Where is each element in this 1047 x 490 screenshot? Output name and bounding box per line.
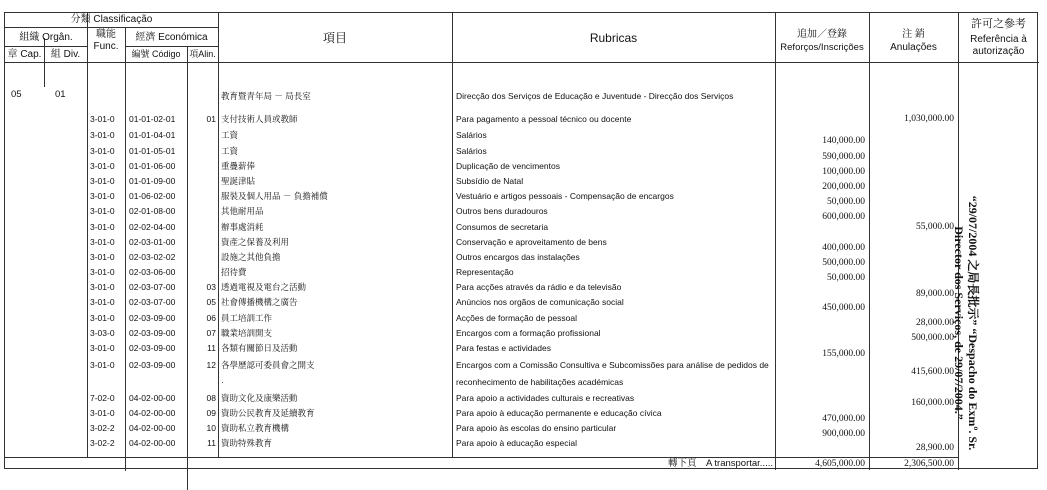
header-organ-pt: Orgân. [42, 32, 73, 43]
row-codigo: 04-02-00-00 [129, 393, 176, 403]
footer-ref-total: 4,605,000.00 [815, 459, 865, 469]
row-reforco: 470,000.00 [822, 414, 865, 424]
grid-line [218, 13, 219, 457]
row-func: 3-01-0 [90, 237, 115, 247]
header-func-cn: 職能 [96, 29, 116, 40]
row-rubrica: Salários [456, 130, 487, 140]
row-anulacao: 55,000.00 [916, 222, 954, 232]
row-alin: 08 [206, 393, 216, 403]
row-rubrica: Para apoio a actividades culturais e recreativas [456, 393, 635, 403]
row-codigo: 02-03-07-00 [129, 282, 176, 292]
row-alin: 11 [207, 343, 216, 353]
row-codigo: 02-03-09-00 [129, 328, 176, 338]
row-item: · [221, 377, 224, 387]
row-codigo: 01-01-05-01 [129, 146, 176, 156]
row-item: 工資 [221, 130, 239, 140]
grid-line [5, 27, 218, 28]
row-item: 其他耐用品 [221, 206, 264, 216]
row-reforco: 900,000.00 [822, 429, 865, 439]
row-codigo: 02-03-07-00 [129, 297, 176, 307]
row-codigo: 02-03-06-00 [129, 267, 176, 277]
grid-line [125, 27, 126, 471]
row-codigo: 01-01-06-00 [129, 161, 176, 171]
header-codigo: 編號 Código [131, 49, 181, 59]
row-func: 3-01-0 [90, 130, 115, 140]
row-reforco: 590,000.00 [822, 152, 865, 162]
header-anulacoes-pt: Anulações [890, 42, 937, 53]
row-reforco: 500,000.00 [822, 258, 865, 268]
footer-line [5, 457, 958, 458]
row-func: 3-01-0 [90, 297, 115, 307]
row-codigo: 01-06-02-00 [129, 191, 176, 201]
row-anulacao: 28,000.00 [916, 318, 954, 328]
row-codigo: 02-03-09-00 [129, 360, 176, 370]
section-cap: 05 [11, 89, 22, 100]
row-reforco: 200,000.00 [822, 182, 865, 192]
row-item: 辦事處消耗 [221, 222, 264, 232]
row-item: 透過電視及電台之活動 [221, 282, 307, 292]
row-alin: 11 [207, 438, 216, 448]
row-codigo: 01-01-02-01 [129, 114, 176, 124]
row-alin: 03 [206, 282, 216, 292]
header-ref-cn: 許可之參考 [971, 18, 1026, 30]
row-rubrica: Encargos com a Comissão Consultiva e Subcomissões para análise de pedidos de [456, 360, 769, 370]
row-rubrica: Encargos com a formação profissional [456, 328, 601, 338]
section-item: 教育暨青年局 － 局長室 [221, 91, 311, 101]
row-codigo: 02-02-04-00 [129, 222, 176, 232]
row-anulacao: 415,600.00 [911, 367, 954, 377]
grid-line [125, 46, 218, 47]
row-rubrica: Anúncios nos orgãos de comunicação social [456, 297, 624, 307]
row-item: 資產之保養及利用 [221, 237, 290, 247]
row-rubrica: Para pagamento a pessoal técnico ou docente [456, 114, 632, 124]
row-rubrica: Consumos de secretaria [456, 222, 549, 232]
row-codigo: 04-02-00-00 [129, 408, 176, 418]
row-reforco: 50,000.00 [827, 273, 865, 283]
footer-transport-label: 轉下頁 A transportar..... [667, 458, 773, 469]
row-rubrica: Acções de formação de pessoal [456, 313, 577, 323]
row-func: 3-01-0 [90, 206, 115, 216]
row-reforco: 400,000.00 [822, 243, 865, 253]
row-func: 3-01-0 [90, 267, 115, 277]
row-func: 3-01-0 [90, 161, 115, 171]
row-item: 工資 [221, 146, 239, 156]
row-reforco: 100,000.00 [822, 167, 865, 177]
row-rubrica: Vestuário e artigos pessoais - Compensação de encargos [456, 191, 674, 201]
row-rubrica: Para apoio à educação permanente e educação cívica [456, 408, 662, 418]
row-reforco: 450,000.00 [822, 303, 865, 313]
row-func: 3-01-0 [90, 343, 115, 353]
header-anulacoes-cn: 注 銷 [902, 29, 925, 40]
row-rubrica: Para festas e actividades [456, 343, 551, 353]
header-ref-pt2: autorização [972, 46, 1025, 57]
header-organ [5, 32, 87, 43]
row-rubrica: Para apoio à educação especial [456, 438, 577, 448]
row-rubrica: Para acções através da rádio e da televisão [456, 282, 622, 292]
section-rubrica: Direcção dos Serviços de Educação e Juventude - Direcção dos Serviços [456, 91, 734, 101]
row-item: 資助公民教育及延續教育 [221, 408, 315, 418]
row-item: 招待費 [221, 267, 247, 277]
row-func: 3-01-0 [90, 191, 115, 201]
row-alin: 09 [206, 408, 216, 418]
header-economica: 經濟 Económica [135, 32, 208, 43]
header-bottom-line [5, 62, 1039, 63]
row-item: 服裝及個人用品 － 負擔補償 [221, 191, 328, 201]
row-anulacao: 160,000.00 [911, 398, 954, 408]
header-ref-pt1: Referência à [970, 34, 1027, 45]
row-alin: 10 [206, 423, 216, 433]
row-func: 3-01-0 [90, 176, 115, 186]
header-items: 項目 [322, 31, 347, 45]
row-codigo: 02-03-02-02 [129, 252, 176, 262]
footer-anul-total: 2,306,500.00 [904, 459, 954, 469]
row-item: 社會傳播機構之廣告 [221, 297, 298, 307]
header-div: 組 Div. [50, 49, 81, 60]
header-reforcos-pt: Reforços/Inscrições [780, 42, 864, 53]
row-func: 7-02-0 [90, 393, 115, 403]
row-func: 3-01-0 [90, 146, 115, 156]
row-func: 3-01-0 [90, 360, 115, 370]
row-codigo: 02-03-01-00 [129, 237, 176, 247]
row-rubrica: Representação [456, 267, 514, 277]
row-func: 3-02-2 [90, 423, 115, 433]
row-item: 資助文化及康樂活動 [221, 393, 298, 403]
row-rubrica: Duplicação de vencimentos [456, 161, 560, 171]
row-rubrica: Outros encargos das instalações [456, 252, 580, 262]
header-cap: 章 Cap. [7, 49, 42, 60]
grid-line [775, 13, 776, 470]
row-rubrica: reconhecimento de habilitações académicas [456, 377, 624, 387]
row-alin: 01 [206, 114, 216, 124]
authorization-note: “29/07/2004 之局長批示” “Despacho do Exmº. Sr. Director dos Serviços, de 29/07/2004.” [952, 195, 980, 451]
section-div: 01 [55, 89, 66, 100]
row-item: 各學歷認可委員會之開支 [221, 360, 315, 370]
row-item: 資助私立教育機構 [221, 423, 290, 433]
row-anulacao: 500,000.00 [911, 333, 954, 343]
row-func: 3-01-0 [90, 114, 115, 124]
row-reforco: 50,000.00 [827, 197, 865, 207]
row-item: 職業培訓開支 [221, 328, 273, 338]
row-item: 聖誕津貼 [221, 176, 256, 186]
grid-line [452, 13, 453, 457]
row-anulacao: 89,000.00 [916, 289, 954, 299]
row-anulacao: 28,900.00 [916, 443, 954, 453]
row-item: 員工培訓工作 [221, 313, 273, 323]
header-classificacao: 分類 Classificação [70, 14, 153, 25]
grid-line [869, 13, 870, 470]
row-item: 重疊薪俸 [221, 161, 256, 171]
row-rubrica: Para apoio às escolas do ensino particular [456, 423, 617, 433]
row-codigo: 02-03-09-00 [129, 313, 176, 323]
row-codigo: 04-02-00-00 [129, 423, 176, 433]
header-rubricas: Rubricas [589, 31, 638, 45]
row-item: 支付技術人員或教師 [221, 114, 298, 124]
row-reforco: 140,000.00 [822, 136, 865, 146]
row-alin: 06 [206, 313, 216, 323]
row-codigo: 04-02-00-00 [129, 438, 176, 448]
row-codigo: 01-01-09-00 [129, 176, 176, 186]
grid-line [87, 13, 88, 457]
row-alin: 07 [206, 328, 216, 338]
row-item: 設施之其他負擔 [221, 252, 281, 262]
grid-line [5, 46, 87, 47]
row-codigo: 01-01-04-01 [129, 130, 176, 140]
row-rubrica: Conservação e aproveitamento de bens [456, 237, 607, 247]
row-alin: 12 [206, 360, 216, 370]
row-item: 各類有關節日及活動 [221, 343, 298, 353]
row-func: 3-01-0 [90, 252, 115, 262]
row-codigo: 02-01-08-00 [129, 206, 176, 216]
row-func: 3-01-0 [90, 408, 115, 418]
header-reforcos-cn: 追加／登錄 [797, 29, 847, 40]
row-alin: 05 [206, 297, 216, 307]
row-reforco: 155,000.00 [822, 349, 865, 359]
row-item: 資助特殊教育 [221, 438, 273, 448]
row-func: 3-01-0 [90, 222, 115, 232]
row-rubrica: Subsídio de Natal [456, 176, 524, 186]
row-func: 3-01-0 [90, 282, 115, 292]
row-rubrica: Outros bens duradouros [456, 206, 548, 216]
row-reforco: 600,000.00 [822, 212, 865, 222]
row-codigo: 02-03-09-00 [129, 343, 176, 353]
row-func: 3-02-2 [90, 438, 115, 448]
grid-line [187, 46, 188, 490]
header-func-pt: Func. [93, 41, 119, 52]
budget-table [4, 12, 1038, 469]
header-organ-cn: 組織 [19, 32, 40, 43]
row-anulacao: 1,030,000.00 [904, 114, 954, 124]
row-func: 3-01-0 [90, 313, 115, 323]
row-func: 3-03-0 [90, 328, 115, 338]
row-rubrica: Salários [456, 146, 487, 156]
header-alin: 項Alin. [189, 49, 216, 59]
